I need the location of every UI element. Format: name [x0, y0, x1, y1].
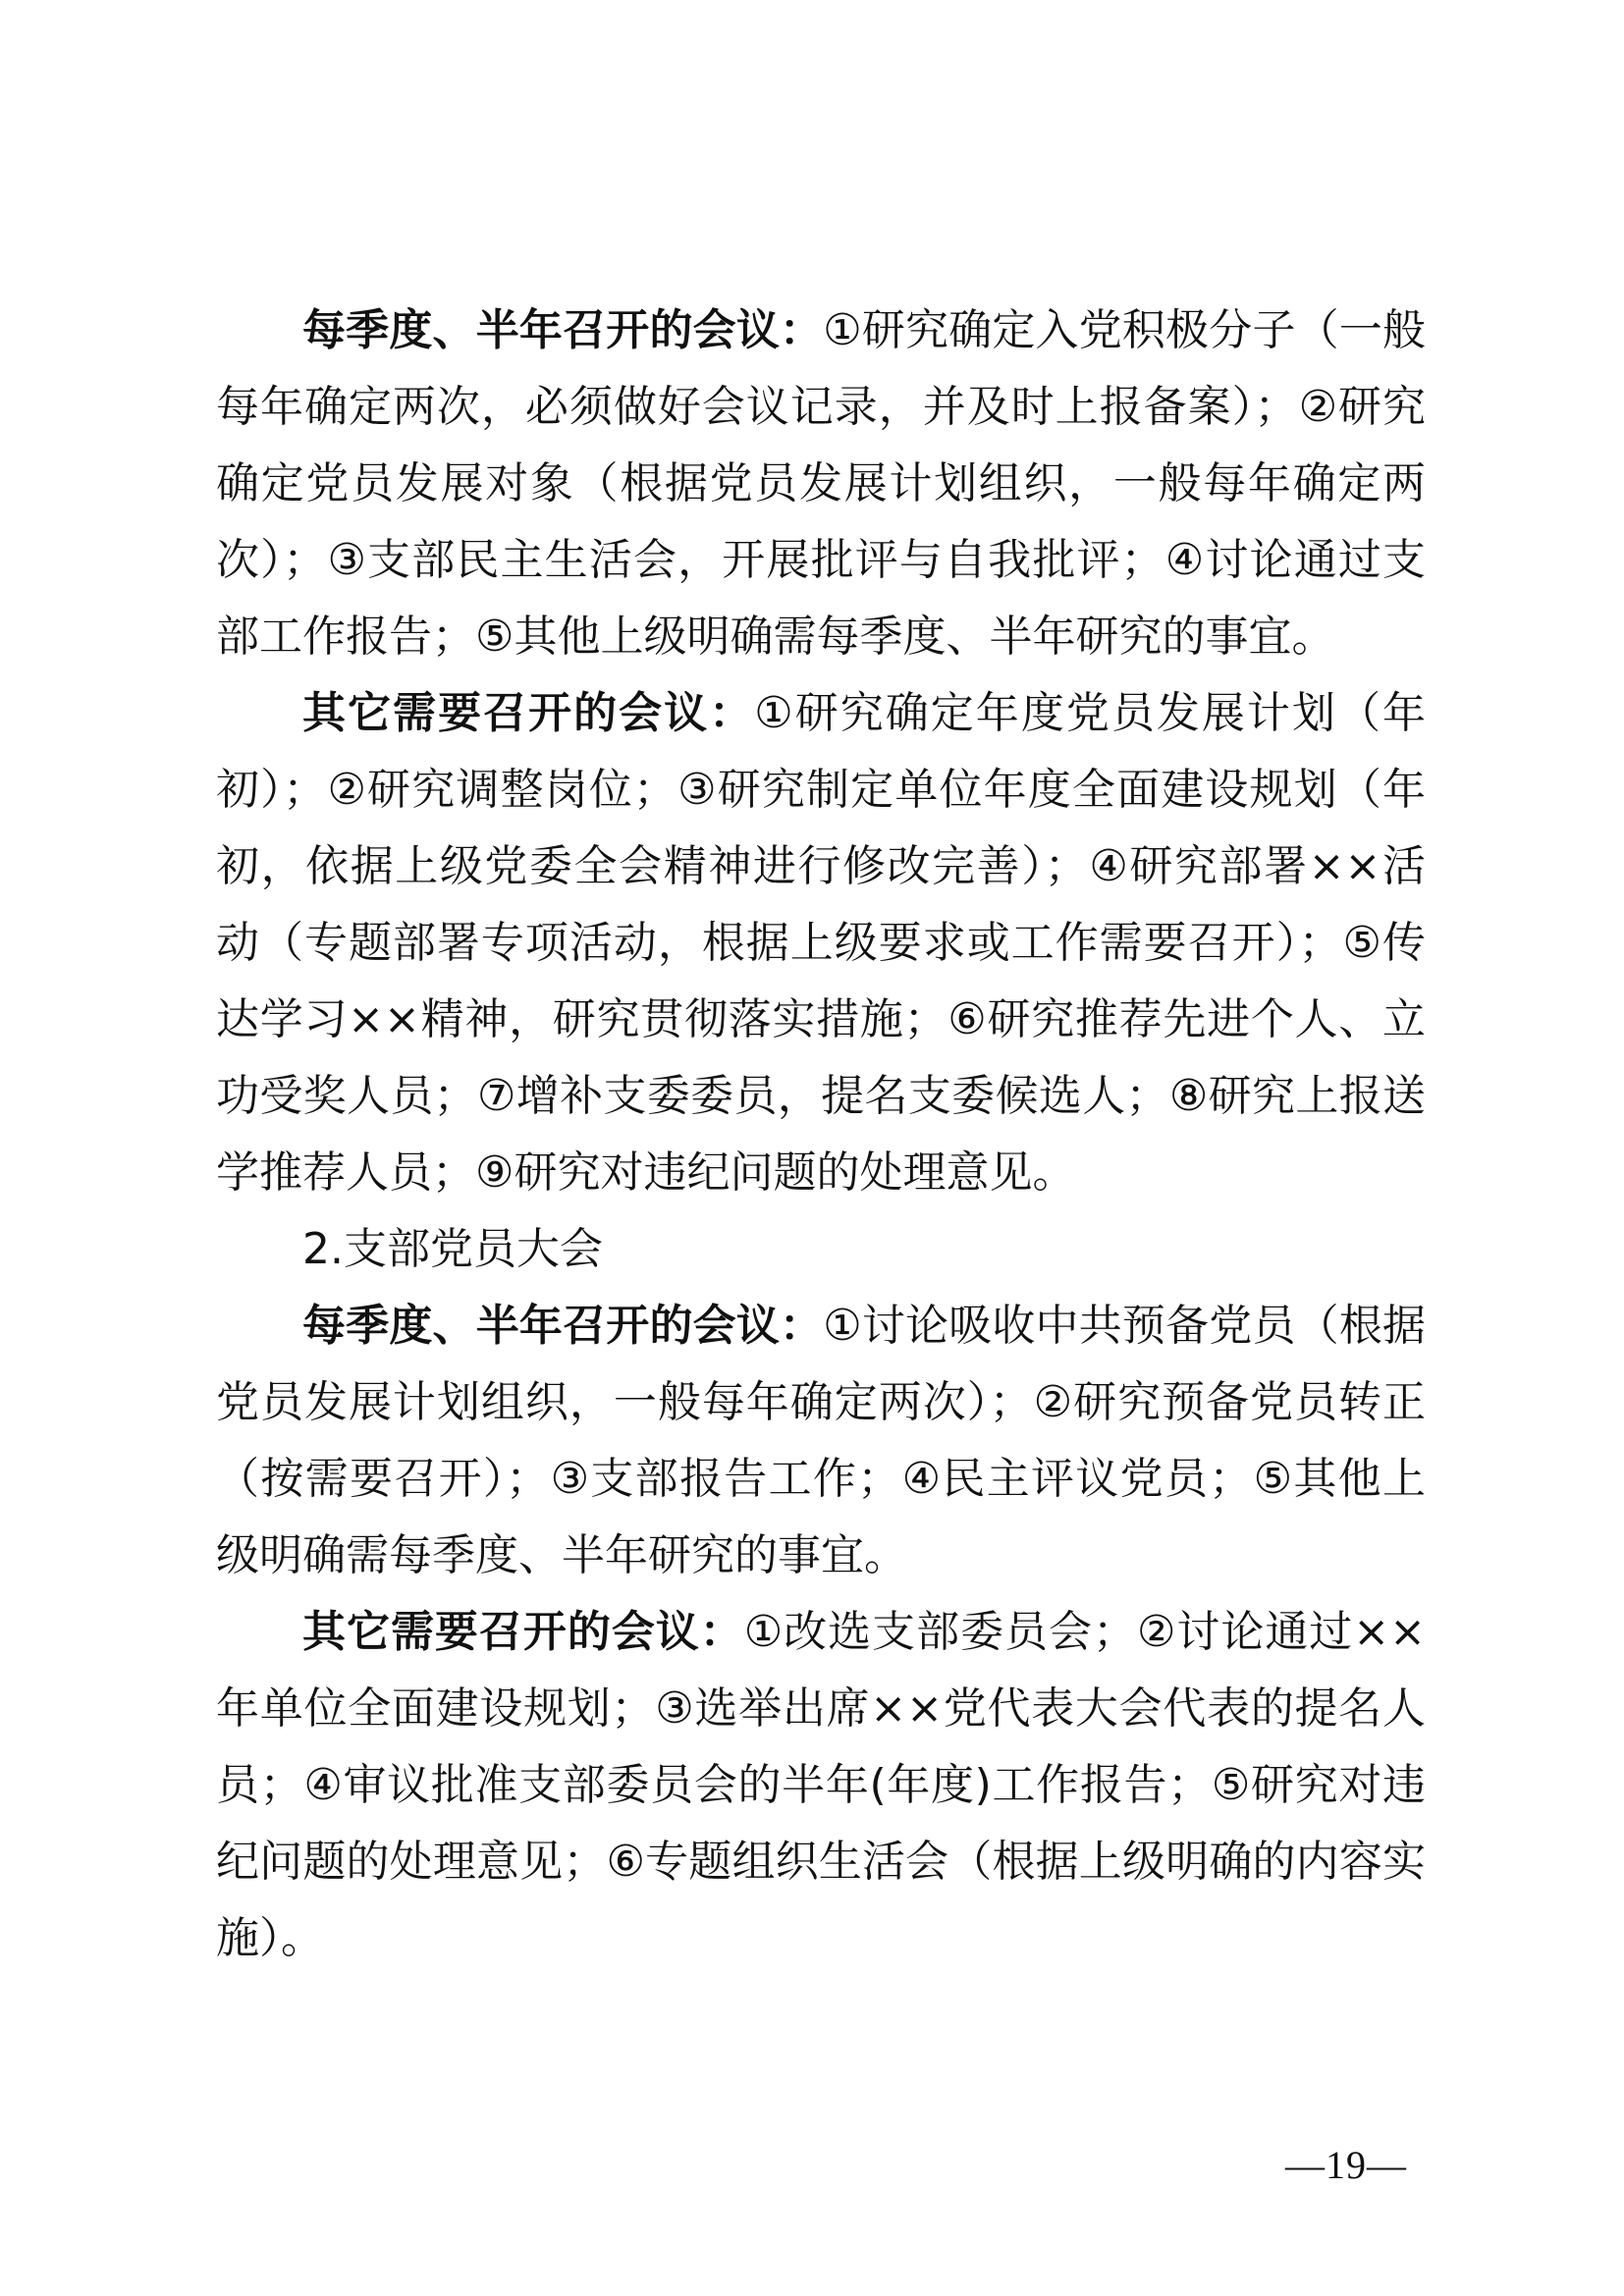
paragraph-text: ①研究确定年度党员发展计划（年初）；②研究调整岗位；③研究制定单位年度全面建设规划（年初，依据上级党委全会精神进行修改完善）；④研究部署××活动（专题部署专项活动，根据上级要求或工作需要召开）；⑤传达学习××精神，研究贯彻落实措施；⑥研究推荐先进个人、立功受奖人员；⑦增补支委委员，提名支委候选人；⑧研究上报送学推荐人员；⑨研究对违纪问题的处理意见。 [216, 688, 1426, 1198]
paragraph-party-meeting-other-meetings [216, 1594, 1426, 1977]
paragraph-lead-bold: 每季度、半年召开的会议： [302, 305, 824, 355]
paragraph-lead-bold: 其它需要召开的会议： [302, 688, 755, 738]
page-number: —19— [1285, 2143, 1407, 2187]
document-body [216, 293, 1426, 1977]
paragraph-text: ①讨论吸收中共预备党员（根据党员发展计划组织，一般每年确定两次）；②研究预备党员转正（按需要召开）；③支部报告工作；④民主评议党员；⑤其他上级明确需每季度、半年研究的事宜。 [216, 1301, 1426, 1580]
paragraph-lead-bold: 其它需要召开的会议： [302, 1607, 744, 1657]
paragraph-lead-bold: 每季度、半年召开的会议： [302, 1301, 824, 1351]
paragraph-text: ①改选支部委员会；②讨论通过××年单位全面建设规划；③选举出席××党代表大会代表的提名人员；④审议批准支部委员会的半年(年度)工作报告；⑤研究对违纪问题的处理意见；⑥专题组织生活会（根据上级明确的内容实施）。 [216, 1607, 1427, 1963]
section-heading-branch-party-meeting: 2.支部党员大会 [302, 1224, 603, 1274]
paragraph-branch-committee-quarterly-meetings [216, 293, 1426, 675]
paragraph-party-meeting-quarterly-meetings [216, 1288, 1426, 1594]
paragraph-branch-committee-other-meetings [216, 675, 1426, 1211]
paragraph-text: ①研究确定入党积极分子（一般每年确定两次，必须做好会议记录，并及时上报备案）；②研究确定党员发展对象（根据党员发展计划组织，一般每年确定两次）；③支部民主生活会，开展批评与自我批评；④讨论通过支部工作报告；⑤其他上级明确需每季度、半年研究的事宜。 [216, 305, 1426, 662]
